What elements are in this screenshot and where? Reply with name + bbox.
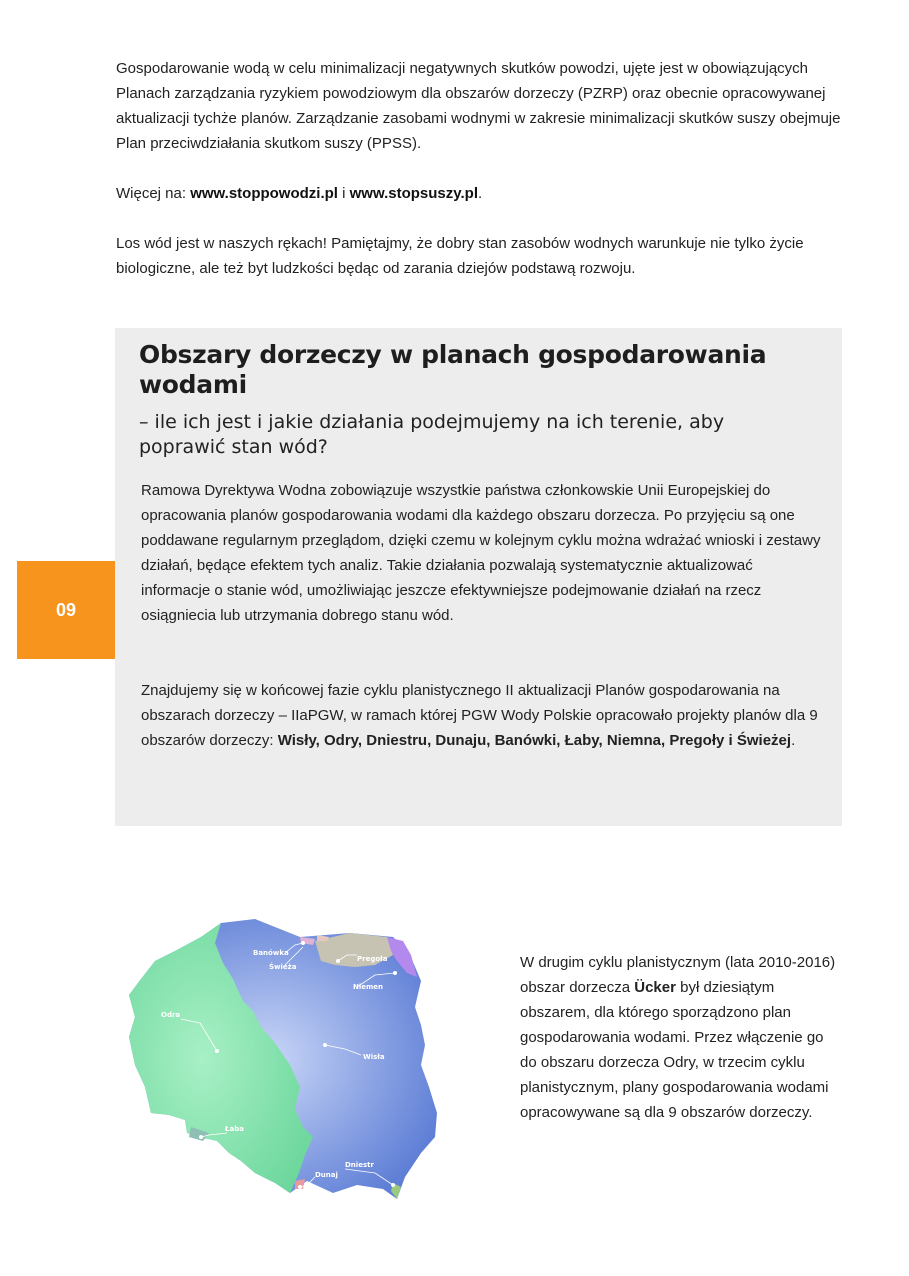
map-label-banowka: Banówka [253, 949, 289, 957]
map-label-dniestr: Dniestr [345, 1161, 374, 1169]
poland-river-basins-map [125, 915, 445, 1215]
stopsuszy-link[interactable]: www.stopsuszy.pl [349, 185, 478, 202]
and-text: i [337, 185, 350, 202]
side-text-end: był dziesiątym obszarem, dla którego sporządzono plan gospodarowania wodami. Przez włączenie go do obszaru dorzecza Odry, w trzecim cyklu planistycznym, plany gospodarowania wodami opracowywane są dla 9 obszarów dorzeczy. [520, 979, 829, 1121]
page-number-badge [17, 561, 115, 659]
page-number: 09 [55, 599, 77, 620]
map-label-swieza: Świeża [269, 963, 297, 971]
map-label-niemen: Niemen [353, 983, 384, 991]
more-prefix: Więcej na: [116, 185, 191, 202]
map-label-odra: Odra [161, 1011, 181, 1019]
info-box [115, 328, 842, 826]
map-label-pregola: Pregoła [357, 955, 388, 963]
intro-paragraph-3: Los wód jest w naszych rękach! Pamiętajmy, że dobry stan zasobów wodnych warunkuje nie tylko życie biologiczne, ale też byt ludzkości będąc od zarania dziejów podstawą rozwoju. [116, 235, 804, 277]
river-basins-list: Wisły, Odry, Dniestru, Dunaju, Banówki, Łaby, Niemna, Pregoły i Świeżej [277, 732, 792, 749]
box-paragraph-2 [141, 678, 821, 753]
box-paragraph-2-end: . [791, 732, 796, 749]
side-paragraph [520, 950, 842, 1125]
more-suffix: . [478, 185, 483, 202]
map-label-wisla: Wisła [363, 1053, 385, 1061]
box-subtitle: – ile ich jest i jakie działania podejmujemy na ich terenie, aby poprawić stan wód? [139, 411, 725, 458]
map-label-dunaj: Dunaj [315, 1171, 338, 1179]
map-label-laba: Łaba [225, 1125, 244, 1133]
side-text-start: W drugim cyklu planistycznym (lata 2010-2016) obszar dorzecza [520, 954, 836, 996]
box-paragraph-1: Ramowa Dyrektywa Wodna zobowiązuje wszystkie państwa członkowskie Unii Europejskiej do opracowania planów gospodarowania wodami dla każdego obszaru dorzecza. Po przyjęciu są one poddawane regularnym przeglądom, dzięki czemu w kolejnym cyklu można wdrażać wnioski i zestawy działań, będące efektem tych analiz. Takie działania pozwalają systematycznie aktualizować informacje o stanie wód, umożliwiając jeszcze efektywniejsze podejmowanie działań na rzecz osiągniecia lub utrzymania dobrego stanu wód. [141, 482, 821, 624]
box-paragraph-2-start: Znajdujemy się w końcowej fazie cyklu planistycznego II aktualizacji Planów gospodarowania na obszarach dorzeczy – IIaPGW, w ramach której PGW Wody Polskie opracowało projekty planów dla 9 obszarów dorzeczy: [141, 682, 818, 749]
ucker-name: Ücker [634, 979, 676, 996]
box-title: Obszary dorzeczy w planach gospodarowania wodami [139, 340, 767, 399]
intro-paragraph-1: Gospodarowanie wodą w celu minimalizacji negatywnych skutków powodzi, ujęte jest w obowiązujących Planach zarządzania ryzykiem powodziowym dla obszarów dorzeczy (PZRP) oraz obecnie opracowywanej aktualizacji tychże planów. Zarządzanie zasobami wodnymi w zakresie minimalizacji skutków suszy obejmuje Plan przeciwdziałania skutkom suszy (PPSS). [116, 60, 841, 152]
stoppowodzi-link[interactable]: www.stoppowodzi.pl [190, 185, 338, 202]
more-info-line [116, 181, 846, 206]
